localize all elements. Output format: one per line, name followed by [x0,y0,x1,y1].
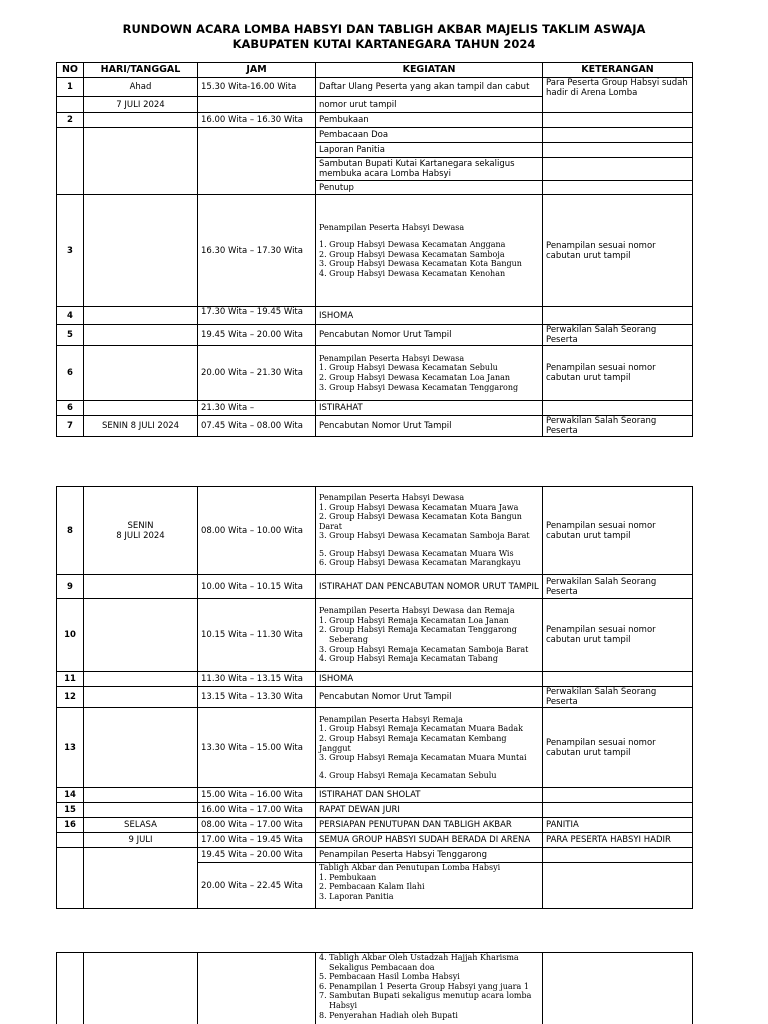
row-keterangan [543,307,693,325]
row-no: 10 [57,599,84,672]
row-hari [84,401,198,416]
row-hari [84,487,198,575]
row-no: 1 [57,78,84,97]
row-hari [84,788,198,803]
row-keterangan [543,953,693,1024]
row-kegiatan [316,346,543,401]
row-no: 7 [57,416,84,437]
row-jam [198,128,316,195]
row-kegiatan: PERSIAPAN PENUTUPAN DAN TABLIGH AKBAR [316,818,543,833]
row-no: 4 [57,307,84,325]
header-jam: JAM [198,63,316,78]
row-kegiatan: RAPAT DEWAN JURI [316,803,543,818]
schedule-table-day2 [56,486,693,909]
row-hari [84,128,198,195]
table-row [57,113,693,128]
table-row [57,401,693,416]
row-keterangan [543,401,693,416]
row-kegiatan: ISTIRAHAT DAN PENCABUTAN NOMOR URUT TAMPIL [316,575,543,599]
table-header-row [57,63,693,78]
row-kegiatan: Pembukaan [316,113,543,128]
row-kegiatan [316,953,543,1024]
row-hari [84,708,198,788]
row-jam: 20.00 Wita – 21.30 Wita [198,346,316,401]
row-keterangan: PARA PESERTA HABSYI HADIR [543,833,693,848]
row-jam: 10.15 Wita – 11.30 Wita [198,599,316,672]
activity-heading: Penampilan Peserta Habsyi Dewasa [319,492,465,502]
activity-heading: Tabligh Akbar dan Penutupan Lomba Habsyi [319,863,501,872]
row-hari [84,687,198,708]
row-jam: 13.15 Wita – 13.30 Wita [198,687,316,708]
row-keterangan: Penampilan sesuai nomor cabutan urut tampil [543,487,693,575]
row-keterangan: Perwakilan Salah Seorang Peserta [543,416,693,437]
list-item: 8. Penyerahan Hadiah oleh Bupati [319,1010,458,1020]
row-keterangan [543,863,693,909]
row-kegiatan: Pembacaan Doa [316,128,543,143]
row-jam: 19.45 Wita – 20.00 Wita [198,848,316,863]
list-item: 4. Tabligh Akbar Oleh Ustadzah Hajjah Kharisma [319,953,519,962]
hari-day: SENIN [127,520,154,531]
header-keterangan: KETERANGAN [543,63,693,78]
row-jam: 16.00 Wita – 17.00 Wita [198,803,316,818]
row-keterangan: Perwakilan Salah Seorang Peserta [543,687,693,708]
row-hari: SELASA [84,818,198,833]
activity-heading: Penampilan Peserta Habsyi Dewasa [319,222,465,232]
row-kegiatan: Sambutan Bupati Kutai Kartanegara sekaligus membuka acara Lomba Habsyi [316,158,543,181]
row-kegiatan: nomor urut tampil [316,97,543,113]
schedule-table-continuation [56,952,693,1024]
list-item: 1. Group Habsyi Dewasa Kecamatan Anggana [319,240,506,250]
table-row [57,803,693,818]
row-no: 11 [57,672,84,687]
row-keterangan [543,788,693,803]
row-keterangan: Para Peserta Group Habsyi sudah hadir di Arena Lomba [543,78,693,113]
row-hari [84,599,198,672]
row-kegiatan: ISHOMA [316,307,543,325]
row-jam: 17.00 Wita – 19.45 Wita [198,833,316,848]
table-row [57,575,693,599]
row-no [57,953,84,1024]
row-kegiatan [316,195,543,307]
row-no [57,848,84,909]
list-item: 1. Group Habsyi Dewasa Kecamatan Sebulu [319,363,498,373]
row-kegiatan [316,599,543,672]
row-hari: Ahad [84,78,198,97]
row-kegiatan: Daftar Ulang Peserta yang akan tampil dan cabut [316,78,543,97]
row-jam: 08.00 Wita – 17.00 Wita [198,818,316,833]
row-no [57,97,84,113]
list-item: 2. Group Habsyi Dewasa Kecamatan Samboja [319,249,505,259]
activity-heading: Penampilan Peserta Habsyi Remaja [319,714,463,724]
row-jam [198,97,316,113]
row-kegiatan: Pencabutan Nomor Urut Tampil [316,416,543,437]
row-no: 12 [57,687,84,708]
table-row [57,708,693,788]
list-item: 4. Group Habsyi Remaja Kecamatan Sebulu [319,770,497,780]
row-keterangan: Penampilan sesuai nomor cabutan urut tampil [543,195,693,307]
table-row [57,599,693,672]
row-no: 15 [57,803,84,818]
row-no: 6 [57,401,84,416]
row-keterangan: Perwakilan Salah Seorang Peserta [543,325,693,346]
header-no: NO [57,63,84,78]
row-keterangan: PANITIA [543,818,693,833]
row-keterangan [543,113,693,128]
row-jam: 20.00 Wita – 22.45 Wita [198,863,316,909]
row-keterangan [543,181,693,195]
list-item: 3. Group Habsyi Dewasa Kecamatan Samboja Barat [319,531,530,541]
activity-heading: Penampilan Peserta Habsyi Dewasa [319,353,465,363]
row-no: 3 [57,195,84,307]
list-item: 3. Group Habsyi Dewasa Kecamatan Tenggarong [319,382,519,392]
header-hari: HARI/TANGGAL [84,63,198,78]
list-item: 3. Group Habsyi Remaja Kecamatan Samboja Barat [319,644,529,654]
row-kegiatan: ISTIRAHAT [316,401,543,416]
row-hari [84,953,198,1024]
row-hari [84,346,198,401]
row-no: 6 [57,346,84,401]
row-kegiatan [316,863,543,909]
row-kegiatan: ISHOMA [316,672,543,687]
list-item: 5. Group Habsyi Dewasa Kecamatan Muara Wis [319,548,514,558]
list-item: 3. Group Habsyi Dewasa Kecamatan Kota Bangun [319,259,522,269]
list-item-continuation: Sekaligus Pembacaan doa [329,962,435,972]
table-row [57,128,693,143]
table-row [57,687,693,708]
row-no: 5 [57,325,84,346]
row-no: 14 [57,788,84,803]
row-jam: 10.00 Wita – 10.15 Wita [198,575,316,599]
table-row [57,818,693,833]
table-row [57,788,693,803]
row-no [57,128,84,195]
row-keterangan: Penampilan sesuai nomor cabutan urut tampil [543,708,693,788]
list-item: 7. Sambutan Bupati sekaligus menutup acara lomba [319,991,532,1001]
row-hari [84,307,198,325]
list-item: 4. Group Habsyi Dewasa Kecamatan Kenohan [319,268,506,278]
row-keterangan: Perwakilan Salah Seorang Peserta [543,575,693,599]
list-item: 1. Group Habsyi Remaja Kecamatan Muara Badak [319,724,523,734]
row-no: 13 [57,708,84,788]
list-item: 6. Penampilan 1 Peserta Group Habsyi yang juara 1 [319,981,529,991]
row-jam: 13.30 Wita – 15.00 Wita [198,708,316,788]
list-item: 2. Pembacaan Kalam Ilahi [319,882,425,892]
row-kegiatan [316,708,543,788]
row-jam: 17.30 Wita – 19.45 Wita [198,307,316,325]
row-no: 8 [57,487,84,575]
document-title-line1: RUNDOWN ACARA LOMBA HABSYI DAN TABLIGH AKBAR MAJELIS TAKLIM ASWAJA [122,22,646,36]
table-row [57,416,693,437]
row-hari [84,195,198,307]
row-jam: 07.45 Wita – 08.00 Wita [198,416,316,437]
row-kegiatan: Penutup [316,181,543,195]
row-hari [84,803,198,818]
list-item: 1. Pembukaan [319,872,377,882]
document-header [0,22,768,52]
row-no [57,833,84,848]
list-item: 2. Group Habsyi Dewasa Kecamatan Loa Janan [319,373,511,382]
row-hari [84,575,198,599]
list-item: 2. Group Habsyi Remaja Kecamatan Kembang Janggut [319,733,507,753]
row-no: 9 [57,575,84,599]
row-kegiatan: Pencabutan Nomor Urut Tampil [316,325,543,346]
table-row [57,346,693,401]
row-hari: 9 JULI [84,833,198,848]
row-kegiatan: Laporan Panitia [316,143,543,158]
document-title-line2: KABUPATEN KUTAI KARTANEGARA TAHUN 2024 [232,37,536,51]
hari-date: 8 JULI 2024 [116,530,165,541]
list-item: 2. Group Habsyi Remaja Kecamatan Tenggarong [319,625,517,635]
table-row [57,78,693,97]
list-item: 5. Pembacaan Hasil Lomba Habsyi [319,972,460,982]
row-jam: 19.45 Wita – 20.00 Wita [198,325,316,346]
list-item: 4. Group Habsyi Remaja Kecamatan Tabang [319,654,498,664]
table-row [57,848,693,863]
list-item: 2. Group Habsyi Dewasa Kecamatan Kota Bangun Darat [319,512,522,531]
row-keterangan: Penampilan sesuai nomor cabutan urut tampil [543,346,693,401]
schedule-table-day1 [56,62,693,437]
list-item: 3. Laporan Panitia [319,891,394,901]
row-kegiatan: Pencabutan Nomor Urut Tampil [316,687,543,708]
row-jam: 11.30 Wita – 13.15 Wita [198,672,316,687]
row-jam: 15.30 Wita-16.00 Wita [198,78,316,97]
list-item-continuation: Seberang [329,635,368,644]
row-jam: 21.30 Wita – [198,401,316,416]
list-item: 1. Group Habsyi Dewasa Kecamatan Muara Jawa [319,502,519,512]
table-row [57,672,693,687]
row-jam [198,953,316,1024]
row-keterangan: Penampilan sesuai nomor cabutan urut tampil [543,599,693,672]
row-keterangan [543,848,693,863]
table-row [57,325,693,346]
row-keterangan [543,158,693,181]
row-jam: 08.00 Wita – 10.00 Wita [198,487,316,575]
row-jam: 15.00 Wita – 16.00 Wita [198,788,316,803]
header-kegiatan: KEGIATAN [316,63,543,78]
row-keterangan [543,803,693,818]
list-item: 1. Group Habsyi Remaja Kecamatan Loa Janan [319,615,509,625]
row-hari: SENIN 8 JULI 2024 [84,416,198,437]
activity-heading: Penampilan Peserta Habsyi Dewasa dan Remaja [319,606,515,616]
table-row [57,833,693,848]
list-item: 6. Group Habsyi Dewasa Kecamatan Marangkayu [319,558,521,568]
row-hari: 7 JULI 2024 [84,97,198,113]
list-item: 3. Group Habsyi Remaja Kecamatan Muara Muntai [319,753,527,763]
row-hari [84,672,198,687]
row-no: 16 [57,818,84,833]
row-keterangan [543,672,693,687]
row-no: 2 [57,113,84,128]
row-hari [84,848,198,909]
list-item-continuation: Habsyi [329,1000,358,1010]
row-jam: 16.30 Wita – 17.30 Wita [198,195,316,307]
table-row [57,487,693,575]
table-row [57,195,693,307]
row-keterangan [543,143,693,158]
row-kegiatan: ISTIRAHAT DAN SHOLAT [316,788,543,803]
row-kegiatan: SEMUA GROUP HABSYI SUDAH BERADA DI ARENA [316,833,543,848]
row-keterangan [543,128,693,143]
row-hari [84,325,198,346]
table-row [57,953,693,1024]
row-kegiatan: Penampilan Peserta Habsyi Tenggarong [316,848,543,863]
row-kegiatan [316,487,543,575]
row-hari [84,113,198,128]
row-jam: 16.00 Wita – 16.30 Wita [198,113,316,128]
table-row [57,307,693,325]
